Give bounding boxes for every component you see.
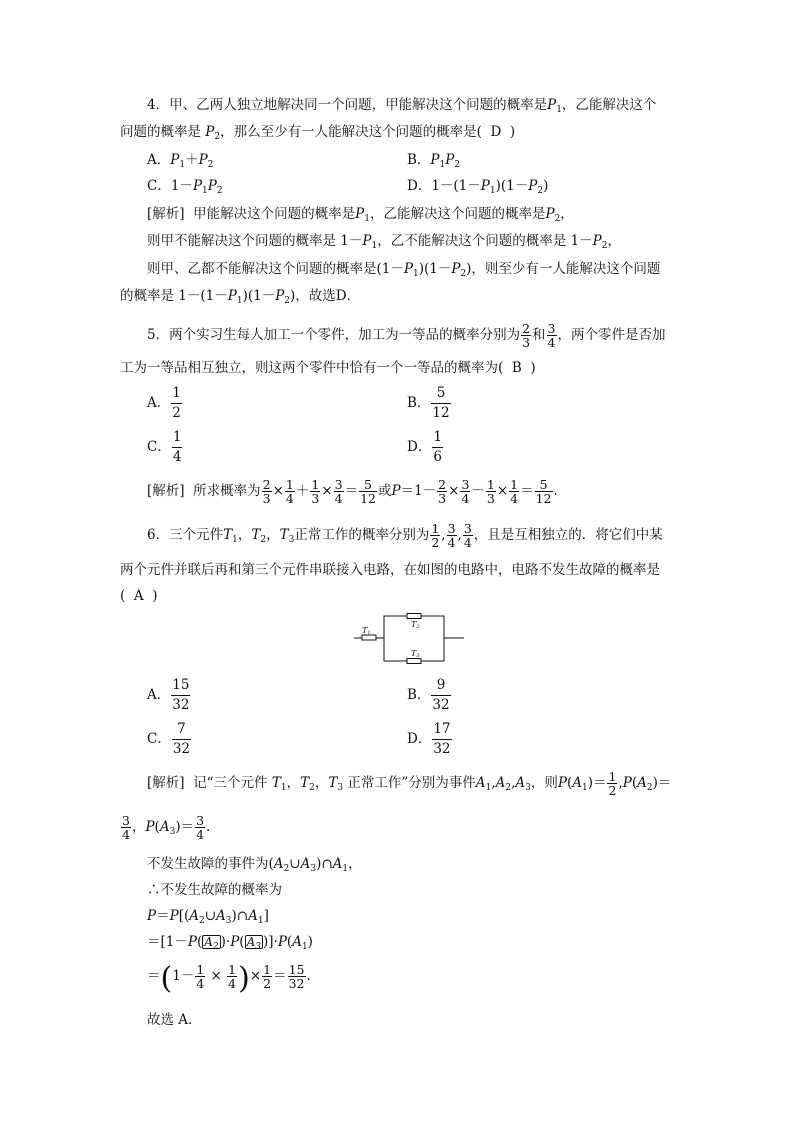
q6-answer: A [133,588,144,604]
q4-option-c: C．$1-P_1P_2$ [147,178,223,196]
q4-line-2: 问题的概率是 $P_2$，那么至少有一人能解决这个问题的概率是( D ) [120,124,516,142]
q6-number: 6． [147,527,170,543]
analysis-tag: [解析] [147,775,185,791]
q4-line-1: 4．甲、乙两人独立地解决同一个问题，甲能解决这个问题的概率是$P_1$，乙能解决这个 [147,97,657,115]
fraction: $\frac{3}{4}$ [547,321,556,350]
q5-answer: B [511,360,522,376]
resistor-t2 [407,614,421,619]
q4-analysis-4: 的概率是 $1-(1-P_1)(1-P_2)$，故选D． [120,288,361,306]
fraction: $\frac{7}{32}$ [172,721,191,757]
q4-option-b: B．$P_1P_2$ [407,152,461,170]
q5-option-d: D． $\frac{1}{6}$ [407,429,442,465]
circuit-diagram [352,610,468,664]
q4-option-a: A．$P_1+P_2$ [147,152,214,170]
q5-number: 5． [147,327,170,343]
q6-option-c: C． $\frac{7}{32}$ [147,721,191,757]
q6-analysis-1: [解析] 记“三个元件 $T_1$，$T_2$，$T_3$ 正常工作”分别为事件$A_1,A_2,A_3$，则$P(A_1)=$ $\frac{1}{2}$ $,P(A_2)=$ [147,769,672,798]
fraction: $\frac{1}{6}$ [433,429,442,465]
q5-analysis: [解析] 所求概率为 $\frac{2}{3}$ × $\frac{1}{4}$ ＋ $\frac{1}{3}$ × $\frac{3}{4}$ ＝ $\frac{5}{12}$ 或P＝1－ $\frac{2}{3}$ × $\frac{3}{4}$ － $\frac{1}{3}$ × $\frac{1}{4}$ ＝ $\frac{5}{12}$ . [147,477,558,506]
q6-analysis-4: ∴不发生故障的概率为 [147,882,282,898]
q5-line-2: 工为一等品相互独立，则这两个零件中恰有一个一等品的概率为( B ) [120,360,536,376]
q6-analysis-8: 故选 A． [147,1012,202,1028]
q6-analysis-5: $P=P[(A_2\cup A_3)\cap A_1]$ [147,908,269,926]
q4-analysis-1: [解析] 甲能解决这个问题的概率是$P_1$，乙能解决这个问题的概率是$P_2$， [147,206,574,224]
q4-number: 4． [147,97,170,113]
analysis-tag: [解析] [147,206,185,222]
q4-analysis-2: 则甲不能解决这个问题的概率是 $1-P_1$，乙不能解决这个问题的概率是 $1-P_2$， [147,233,621,251]
q5-option-c: C． $\frac{1}{4}$ [147,429,182,465]
q4-stem-d: ，那么至少有一人能解决这个问题的概率是( [220,124,482,140]
q4-option-d: D．$1-(1-P_1)(1-P_2)$ [407,178,549,196]
resistor-t3 [407,659,421,664]
fraction: $\frac{1}{2}$ [172,385,181,421]
fraction: $\frac{15}{32}$ [172,677,190,713]
q6-line-3: ( A ) [120,588,158,604]
q5-option-b: B． $\frac{5}{12}$ [407,385,450,421]
svg-text:T2: T2 [411,620,420,630]
q5-line-1: 5．两个实习生每人加工一个零件，加工为一等品的概率分别为 $\frac{2}{3}$ 和 $\frac{3}{4}$ ，两个零件是否加 [147,321,666,350]
q4-stem-b: ，乙能解决这个 [561,97,657,113]
fraction: $\frac{2}{3}$ [522,321,531,350]
q4-stem-a: 甲、乙两人独立地解决同一个问题，甲能解决这个问题的概率是 [169,97,548,113]
q4-stem-c: 问题的概率是 [120,124,201,140]
q6-line-2: 两个元件并联后再和第三个元件串联接入电路，在如图的电路中，电路不发生故障的概率是 [120,562,660,578]
fraction: $\frac{1}{4}$ [172,429,182,465]
q6-option-a: A． $\frac{15}{32}$ [147,677,190,713]
q6-option-b: B． $\frac{9}{32}$ [407,677,450,713]
svg-text:T3: T3 [411,649,420,659]
q6-analysis-3: 不发生故障的事件为$(A_2\cup A_3)\cap A_1$， [147,856,362,874]
q6-analysis-6: ＝[1－P( $A_2$ )·P( $A_3$ )]$\cdot P(A_1)$ [147,934,313,952]
q4-answer: D [490,124,502,140]
analysis-tag: [解析] [147,483,185,499]
q5-option-a: A． $\frac{1}{2}$ [147,385,181,421]
fraction: $\frac{17}{32}$ [433,721,451,757]
svg-text:T1: T1 [362,626,371,636]
q6-option-d: D． $\frac{17}{32}$ [407,721,451,757]
q6-line-1: 6．三个元件$T_1$，$T_2$，$T_3$正常工作的概率分别为 $\frac{1}{2}$ , $\frac{3}{4}$ , $\frac{3}{4}$ ，且是互相独立的．将它们中某 [147,521,663,550]
fraction: $\frac{9}{32}$ [432,677,450,713]
q6-analysis-2: $\frac{3}{4}$ ，$P(A_3)=$ $\frac{3}{4}$ . [122,813,211,842]
q4-analysis-3: 则甲、乙都不能解决这个问题的概率是$(1-P_1)(1-P_2)$，则至少有一人能解决这个问题 [147,261,661,279]
fraction: $\frac{5}{12}$ [432,385,450,421]
q6-analysis-7: ＝(1－ $\frac{1}{4}$ × $\frac{1}{4}$ )× $\frac{1}{2}$ ＝ $\frac{15}{32}$ . [147,961,311,996]
